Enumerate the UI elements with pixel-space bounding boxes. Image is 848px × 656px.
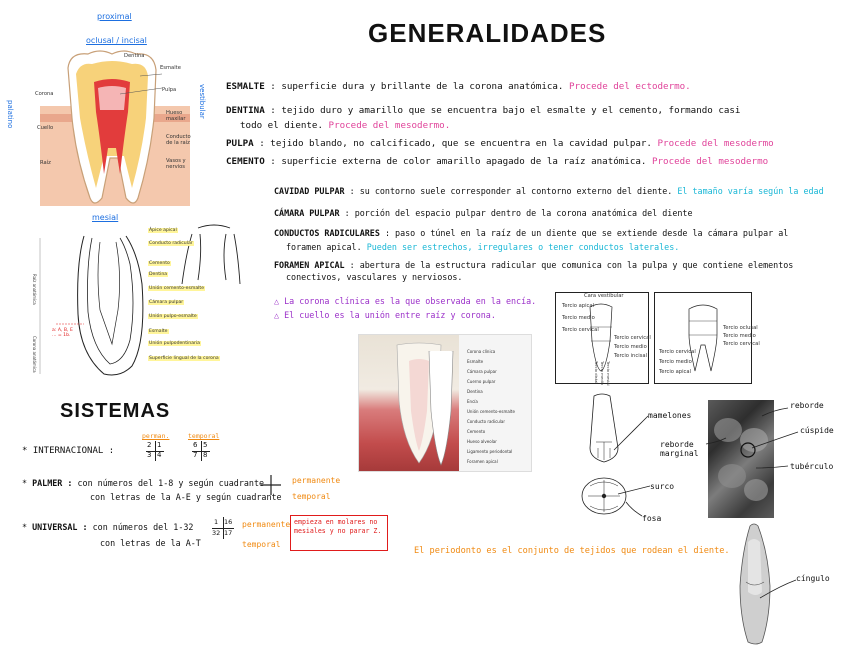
thirds-box2-l6: Tercio apical xyxy=(659,369,691,375)
oclusal-incisal-label: oclusal / incisal xyxy=(86,36,147,45)
internacional-perm-title: perman. xyxy=(142,432,170,440)
palmer-line2: con letras de la A-E y según cuadrante xyxy=(90,492,282,502)
proximal-label: proximal xyxy=(97,12,132,21)
palmer-temp-tag: temporal xyxy=(292,492,331,501)
periodonto-note: El periodonto es el conjunto de tejidos que rodean el diente. xyxy=(414,546,730,556)
palmer-perm-tag: permanente xyxy=(292,476,341,485)
cav-conductos-cont: foramen apical. Pueden ser estrechos, irregulares o tener conductos laterales. xyxy=(286,242,680,252)
section-label-dentina: Dentina xyxy=(149,272,168,277)
photo-label-10: Ligamento periodontal xyxy=(467,449,513,454)
photo-label-7: Conducto radicular xyxy=(467,419,506,424)
surco-fosa-arrows xyxy=(604,484,654,524)
tooth-part-label-pulpa: Pulpa xyxy=(162,87,177,93)
internacional-temp-grid: 6 5 7 8 xyxy=(192,441,210,461)
section-label-union-pe: Unión pulpo-esmalte xyxy=(149,314,197,319)
landmark-fosa: fosa xyxy=(642,514,662,523)
tooth-anatomy-figure xyxy=(0,0,220,220)
photo-label-0: Corona clínica xyxy=(467,349,496,354)
def-dentina: DENTINA : tejido duro y amarillo que se encuentra bajo el esmalte y el cemento, formando casi xyxy=(226,105,741,116)
section-label-apice: Ápice apical xyxy=(149,228,177,233)
tooth-section-diagram xyxy=(26,224,248,384)
photo-label-11: Foramen apical xyxy=(467,459,498,464)
thirds-box1-v3: Tercio mesial xyxy=(606,361,611,386)
thirds-box1-l6: Tercio incisal xyxy=(614,353,647,359)
universal-temp-tag: temporal xyxy=(242,540,281,549)
cav-conductos: CONDUCTOS RADICULARES : paso o túnel en la raíz de un diente que se extiende desde la cámara pulpar al xyxy=(274,228,789,238)
section-red-note: a: A, B, E ... = 1b. xyxy=(52,328,73,338)
tooth-side-label-raiz: Raíz xyxy=(40,160,51,166)
photo-label-6: Unión cemento-esmalte xyxy=(467,409,515,414)
landmark-tuberculo: tubérculo xyxy=(790,462,834,471)
thirds-box2-l4: Tercio cervical xyxy=(659,349,696,355)
thirds-box1-l3: Tercio cervical xyxy=(562,327,599,333)
tooth-side-label-corona: Corona xyxy=(35,91,54,97)
def-dentina-cont: todo el diente. Procede del mesodermo. xyxy=(240,120,451,131)
tooth-part-label-dentina: Dentina xyxy=(124,53,145,59)
tooth-side-label-cuello: Cuello xyxy=(37,125,54,131)
section-label-esmalte: Esmalte xyxy=(149,329,168,334)
photo-label-3: Cuerno pulpar xyxy=(467,379,496,384)
tooth-photo-figure xyxy=(358,334,532,472)
tooth-part-label-esmalte: Esmalte xyxy=(160,65,181,71)
photo-label-8: Cemento xyxy=(467,429,486,434)
universal-red-note-box xyxy=(290,515,388,551)
cav-foramen-cont: conectivos, vasculares y nerviosos. xyxy=(286,272,463,282)
thirds-box2-l1: Tercio oclusal xyxy=(723,325,758,331)
triangle-note-2: △ El cuello es la unión entre raíz y corona. xyxy=(274,310,496,320)
thirds-box-anterior xyxy=(555,292,649,384)
thirds-box1-l2: Tercio medio xyxy=(562,315,595,321)
section-label-union-ce: Unión cemento-esmalte xyxy=(149,286,205,291)
def-cemento: CEMENTO : superficie externa de color amarillo apagado de la raíz anatómica. Procede del mesodermo xyxy=(226,156,769,167)
cav-camara: CÁMARA PULPAR : porción del espacio pulpar dentro de la corona anatómica del diente xyxy=(274,208,693,218)
cav-foramen: FORAMEN APICAL : abertura de la estructura radicular que comunica con la pulpa y que contiene elementos xyxy=(274,260,794,270)
section-label-conducto: Conducto radicular xyxy=(149,241,193,246)
internacional-perm-grid: 2 1 3 4 xyxy=(146,441,164,461)
section-label-cemento: Cemento xyxy=(149,261,170,266)
landmark-cingulo: cíngulo xyxy=(796,574,830,583)
tooth-part-label-hueso: Hueso maxilar xyxy=(166,110,186,122)
universal-grid: 1 16 32 17 xyxy=(212,518,233,537)
cingulo-arrow xyxy=(756,576,800,602)
landmark-cuspide: cúspide xyxy=(800,426,834,435)
thirds-box2-l5: Tercio medio xyxy=(659,359,692,365)
thirds-box1-v2: Tercio medio xyxy=(600,361,605,385)
cav-cavidad: CAVIDAD PULPAR : su contorno suele corresponder al contorno externo del diente. El tamaño varía según la edad xyxy=(274,186,824,196)
section-label-union-pd: Unión pulpodentinaria xyxy=(149,341,201,346)
mesial-label: mesial xyxy=(92,213,119,222)
thirds-box2-l3: Tercio cervical xyxy=(723,341,760,347)
internacional-temp-title: temporal xyxy=(188,432,220,440)
section-side-raiz: Raíz anatómica xyxy=(32,274,37,305)
section-label-camara: Cámara pulpar xyxy=(149,300,184,305)
landmark-reborde-marginal: reborde marginal xyxy=(660,440,699,458)
landmark-surco: surco xyxy=(650,482,675,491)
def-pulpa: PULPA : tejido blando, no calcificado, que se encuentra en la cavidad pulpar. Procede del mesodermo xyxy=(226,138,774,149)
tooth-cross-section-illustration xyxy=(40,48,200,218)
universal-line2: con letras de la A-T xyxy=(100,538,201,548)
vestibular-vertical-label: vestibular xyxy=(198,84,206,119)
thirds-box1-l5: Tercio medio xyxy=(614,344,647,350)
photo-label-5: Encía xyxy=(467,399,478,404)
molar-landmark-arrows xyxy=(700,402,804,472)
palmer-cross-symbol xyxy=(260,474,282,496)
universal-line1: * UNIVERSAL : con números del 1-32 xyxy=(22,522,194,532)
sistemas-title: SISTEMAS xyxy=(60,400,171,422)
thirds-box-molar xyxy=(654,292,760,384)
photo-label-1: Esmalte xyxy=(467,359,484,364)
triangle-note-1: △ La corona clínica es la que observada en la encía. xyxy=(274,296,537,306)
tooth-part-label-vasos: Vasos y nervios xyxy=(166,158,186,170)
photo-label-9: Hueso alveolar xyxy=(467,439,497,444)
thirds-box1-title: Cara vestibular xyxy=(584,293,624,299)
landmark-mamelones: mamelones xyxy=(648,411,692,420)
def-esmalte: ESMALTE : superficie dura y brillante de la corona anatómica. Procede del ectodermo. xyxy=(226,81,691,92)
palatino-vertical-label: palatino xyxy=(6,100,14,129)
mamelones-arrow xyxy=(610,414,650,454)
internacional-label: * INTERNACIONAL : xyxy=(22,446,115,456)
thirds-box1-v1: Tercio distal xyxy=(594,361,599,384)
page-title: GENERALIDADES xyxy=(368,18,607,48)
universal-red-note: empieza en molares no mesiales y no parar Z. xyxy=(294,518,382,535)
photo-label-2: Cámara pulpar xyxy=(467,369,497,374)
palmer-line1: * PALMER : con números del 1-8 y según cuadrante xyxy=(22,478,265,488)
tooth-part-label-conducto: Conducto de la raíz xyxy=(166,134,191,146)
thirds-box1-l1: Tercio apical xyxy=(562,303,594,309)
section-label-superficie: Superficie lingual de la corona xyxy=(149,356,219,361)
landmark-reborde: reborde xyxy=(790,401,824,410)
thirds-box1-l4: Tercio cervical xyxy=(614,335,651,341)
thirds-box2-l2: Tercio medio xyxy=(723,333,756,339)
photo-label-4: Dentina xyxy=(467,389,483,394)
universal-perm-tag: permanente xyxy=(242,520,291,529)
section-side-corona: Corona anatómica xyxy=(32,336,37,373)
